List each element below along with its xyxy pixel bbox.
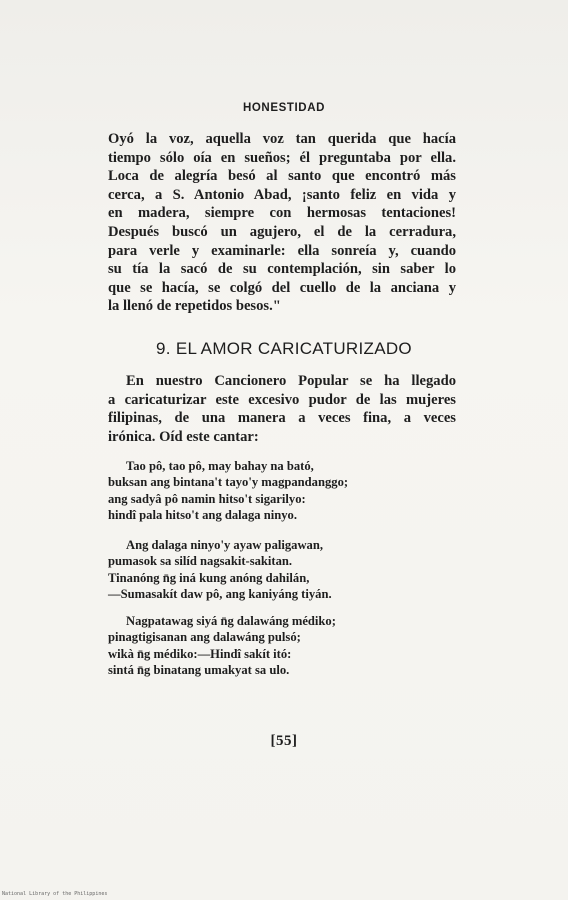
verse-line: Ang dalaga ninyo'y ayaw paligawan,	[126, 538, 323, 552]
text-line: cerca, a S. Antonio Abad, ¡santo feliz en vida y	[108, 186, 456, 203]
text-line: la llenó de repetidos besos."	[108, 298, 281, 315]
text-line: Oyó la voz, aquella voz tan querida que hacía	[108, 131, 456, 147]
verse-line: Tinanóng n̄g iná kung anóng dahilán,	[108, 570, 310, 585]
poem-stanza-3	[108, 613, 468, 679]
verse-line: Nagpatawag siyá n̄g dalawáng médiko;	[126, 614, 336, 628]
text-line: en madera, siempre con hermosas tentaciones!	[108, 205, 456, 222]
text-line: tiempo sólo oía en sueños; él preguntaba por ella.	[108, 149, 456, 166]
text-line: a caricaturizar este excesivo pudor de las mujeres	[108, 391, 456, 408]
section-title: 9. EL AMOR CARICATURIZADO	[156, 339, 412, 358]
running-head: HONESTIDAD	[242, 102, 326, 114]
verse-line: —Sumasakít daw pô, ang kaniyáng tiyán.	[108, 587, 332, 602]
library-stamp: National Library of the Philippines	[2, 891, 108, 897]
verse-line: pumasok sa silíd nagsakit-sakitan.	[108, 554, 293, 569]
text-line: Loca de alegría besó al santo que encontró más	[108, 168, 456, 185]
verse-line: buksan ang bintana't tayo'y magpandanggo;	[108, 475, 349, 490]
text-line: su tía la sacó de su contemplación, sin saber lo	[108, 261, 456, 278]
verse-line: ang sadyâ pô namin hitso't sigarilyo:	[108, 491, 306, 506]
text-line: Después buscó un agujero, el de la cerradura,	[108, 223, 456, 240]
text-line: En nuestro Cancionero Popular se ha llegado	[126, 373, 456, 389]
paragraph-2	[108, 372, 456, 446]
verse-line: hindî pala hitso't ang dalaga ninyo.	[108, 508, 297, 523]
text-line: filipinas, de una manera a veces fina, a veces	[108, 410, 456, 427]
verse-line: wikà n̄g médiko:—Hindî sakít itó:	[108, 646, 292, 661]
poem-stanza-1	[108, 458, 468, 524]
paragraph-1	[108, 130, 456, 316]
text-line: que se hacía, se colgó del cuello de la anciana y	[108, 279, 456, 296]
page-number: [55]	[270, 733, 298, 749]
text-line: para verle y examinarle: ella sonreía y, cuando	[108, 242, 456, 259]
poem-stanza-2	[108, 537, 468, 603]
verse-line: Tao pô, tao pô, may bahay na bató,	[126, 459, 314, 473]
verse-line: pinagtigisanan ang dalawáng pulsó;	[108, 630, 301, 645]
text-line: irónica. Oíd este cantar:	[108, 428, 259, 445]
verse-line: sintá n̄g binatang umakyat sa ulo.	[108, 663, 290, 678]
